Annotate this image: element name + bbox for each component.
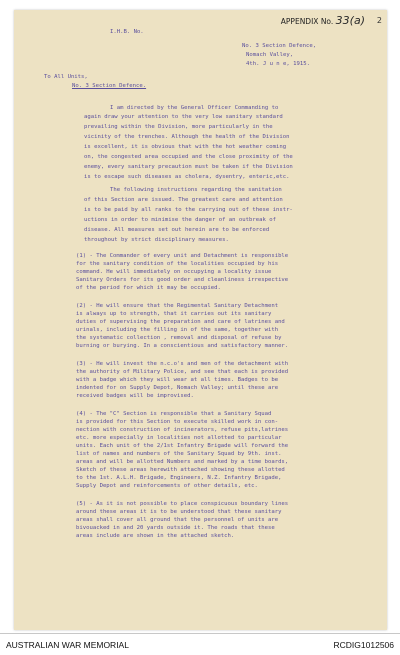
para1-line: is to escape such diseases as cholera, dysentry, enteric,etc. (84, 174, 290, 180)
item4-line: Sketch of these areas herewith attached showing these allotted (76, 467, 285, 473)
item4-line: nection with construction of incinerators, refuse pits,latrines (76, 427, 289, 433)
from-line-2: Nomach Valley, (246, 52, 294, 58)
para2-line: throughout by strict disciplinary measures. (84, 237, 229, 243)
item2-line: (2) - He will ensure that the Regimental Sanitary Detachment (76, 303, 279, 309)
item2-line: duties of supervising the preparation and care of latrines and (76, 319, 285, 325)
item3-line: (3) - He will invest the n.c.o's and men of the detachment with (76, 361, 289, 367)
item2-line: burning or burying. In a conscientious and satisfactory manner. (76, 343, 289, 349)
item4-line: Supply Depot and reinforcements of other details, etc. (76, 483, 258, 489)
item5-line: areas shall cover all ground that the personnel of units are (76, 517, 279, 523)
item5-line: bivouacked in and 20 yards outside it. The roads that these (76, 525, 275, 531)
reference: I.H.B. No. (110, 29, 144, 35)
para2-line: is to be paid by all ranks to the carrying out of these instr- (84, 207, 293, 213)
record-id: RCDIG1012506 (333, 640, 394, 650)
item3-line: with a badge which they will wear at all times. Badges to be (76, 377, 279, 383)
item3-line: the authority of Military Police, and see that each is provided (76, 369, 289, 375)
appendix-stamp (281, 14, 365, 27)
para1-line: enemy, every sanitary precaution must be taken if the Division (84, 164, 293, 170)
item1-line: of the period for which it may be occupied. (76, 285, 221, 291)
item4-line: (4) - The "C" Section is responsible that a Sanitary Squad (76, 411, 272, 417)
item2-line: is always up to strength, that it carries out its sanitary (76, 311, 272, 317)
to-line-2: No. 3 Section Defence. (72, 83, 147, 89)
item5-line: areas include are shown in the attached sketch. (76, 533, 235, 539)
para1-line: prevailing within the Division, more particularly in the (84, 124, 273, 130)
item1-line: for the sanitary condition of the localities occupied by his (76, 261, 279, 267)
item5-line: (5) - As it is not possible to place conspicuous boundary lines (76, 501, 289, 507)
para1-line: on, the congested area occupied and the close proximity of the (84, 154, 293, 160)
para1-line: I am directed by the General Officer Commanding to (110, 105, 279, 111)
from-line-1: No. 3 Section Defence, (242, 43, 317, 49)
item2-line: the systematic collection , removal and disposal of refuse by (76, 335, 282, 341)
para1-line: vicinity of the trenches. Although the health of the Division (84, 134, 290, 140)
item4-line: areas and will be allotted Numbers and marked by a time boards, (76, 459, 289, 465)
item4-line: units. Each unit of the 2/1st Infantry Brigade will forward the (76, 443, 289, 449)
item5-line: around these areas it is to be understood that these sanitary (76, 509, 282, 515)
item3-line: received badges will be improvised. (76, 393, 194, 399)
item4-line: etc. more especially in localities not allotted to particular (76, 435, 282, 441)
para2-line: disease. All measures set out herein are to be enforced (84, 227, 270, 233)
para1-line: is excellent, it is obvious that with the hot weather coming (84, 144, 287, 150)
archive-name: AUSTRALIAN WAR MEMORIAL (6, 640, 129, 650)
archive-footer (0, 633, 400, 655)
item4-line: list of names and numbers of the Sanitary Squad by 9th. inst. (76, 451, 282, 457)
item4-line: to the 1st. A.L.H. Brigade, Engineers, N.Z. Infantry Brigade, (76, 475, 282, 481)
item3-line: indented for on Supply Depot, Nomach Valley; until these are (76, 385, 279, 391)
item1-line: Sanitary Orders for its good order and cleanliness irrespective (76, 277, 289, 283)
item2-line: urinals, including the filling in of the same, together with (76, 327, 279, 333)
to-line-1: To All Units, (44, 74, 88, 80)
document-page (14, 10, 387, 630)
page-number: 2 (376, 16, 382, 25)
para2-line: uctions in order to minimise the danger of an outbreak of (84, 217, 276, 223)
item1-line: command. He will immediately on occupying a locality issue (76, 269, 272, 275)
item1-line: (1) - The Commander of every unit and Detachment is responsible (76, 253, 289, 259)
para2-line: The following instructions regarding the sanitation (110, 187, 282, 193)
from-line-3: 4th. J u n e, 1915. (246, 61, 310, 67)
para1-line: again draw your attention to the very low sanitary standard (84, 114, 283, 120)
appendix-label: APPENDIX No. (280, 17, 334, 26)
para2-line: of this Section are issued. The greatest care and attention (84, 197, 283, 203)
appendix-number: 33(a) (335, 14, 365, 27)
item4-line: is provided for this Section to execute skilled work in con- (76, 419, 279, 425)
